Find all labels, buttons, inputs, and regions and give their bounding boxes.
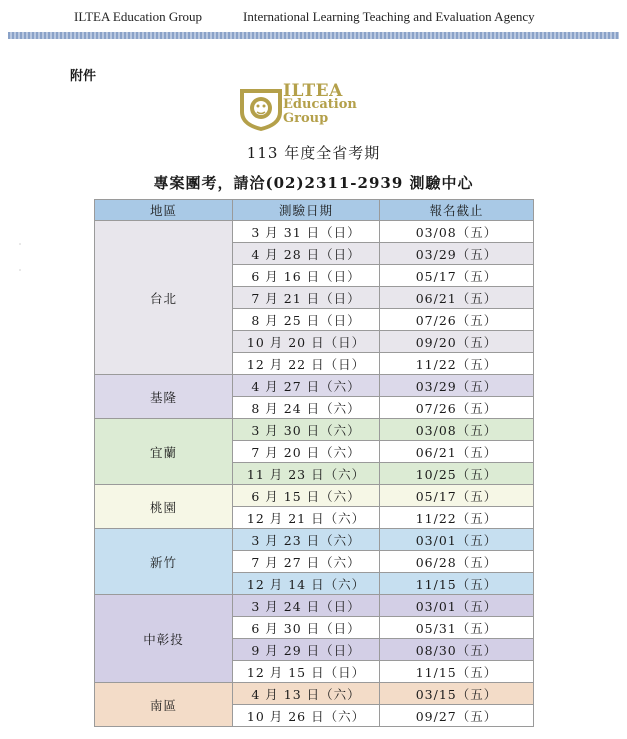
exam-date-cell: 6 月 15 日（六）	[233, 485, 380, 507]
exam-date-cell: 3 月 30 日（六）	[233, 419, 380, 441]
header-divider-band	[8, 32, 619, 39]
exam-date-cell: 7 月 20 日（六）	[233, 441, 380, 463]
table-header-row	[95, 200, 534, 221]
deadline-cell: 11/22（五）	[380, 507, 534, 529]
exam-date-cell: 6 月 16 日（日）	[233, 265, 380, 287]
exam-date-cell: 12 月 21 日（六）	[233, 507, 380, 529]
exam-date-cell: 4 月 27 日（六）	[233, 375, 380, 397]
exam-date-cell: 10 月 20 日（日）	[233, 331, 380, 353]
deadline-cell: 11/22（五）	[380, 353, 534, 375]
region-cell: 桃園	[95, 485, 233, 529]
exam-date-cell: 4 月 28 日（日）	[233, 243, 380, 265]
deadline-cell: 09/20（五）	[380, 331, 534, 353]
header-deadline: 報名截止	[380, 200, 534, 221]
region-cell: 新竹	[95, 529, 233, 595]
logo-line-1: ILTEA	[283, 81, 343, 101]
exam-date-cell: 9 月 29 日（日）	[233, 639, 380, 661]
table-row	[95, 485, 534, 507]
exam-date-cell: 3 月 23 日（六）	[233, 529, 380, 551]
deadline-cell: 05/17（五）	[380, 265, 534, 287]
table-row	[95, 529, 534, 551]
exam-date-cell: 10 月 26 日（六）	[233, 705, 380, 727]
exam-date-cell: 7 月 27 日（六）	[233, 551, 380, 573]
exam-date-cell: 3 月 31 日（日）	[233, 221, 380, 243]
table-row	[95, 419, 534, 441]
exam-date-cell: 3 月 24 日（日）	[233, 595, 380, 617]
exam-schedule-table	[94, 199, 534, 727]
region-cell: 中彰投	[95, 595, 233, 683]
exam-date-cell: 8 月 25 日（日）	[233, 309, 380, 331]
deadline-cell: 03/08（五）	[380, 419, 534, 441]
exam-date-cell: 7 月 21 日（日）	[233, 287, 380, 309]
deadline-cell: 03/01（五）	[380, 529, 534, 551]
logo-wordmark	[283, 81, 357, 126]
deadline-cell: 06/28（五）	[380, 551, 534, 573]
region-cell: 台北	[95, 221, 233, 375]
page-header	[0, 0, 627, 30]
deadline-cell: 03/15（五）	[380, 683, 534, 705]
region-cell: 南區	[95, 683, 233, 727]
header-agency-name: International Learning Teaching and Evaluation Agency	[243, 9, 535, 24]
table-row	[95, 375, 534, 397]
deadline-cell: 07/26（五）	[380, 309, 534, 331]
table-row	[95, 595, 534, 617]
deadline-cell: 10/25（五）	[380, 463, 534, 485]
deadline-cell: 11/15（五）	[380, 573, 534, 595]
table-row	[95, 683, 534, 705]
header-exam-date: 測驗日期	[233, 200, 380, 221]
deadline-cell: 03/29（五）	[380, 375, 534, 397]
attachment-label: 附件	[70, 69, 97, 84]
deadline-cell: 08/30（五）	[380, 639, 534, 661]
header-org-name: ILTEA Education Group	[74, 9, 203, 24]
deadline-cell: 06/21（五）	[380, 441, 534, 463]
logo-line-3: Group	[283, 111, 329, 126]
exam-date-cell: 12 月 15 日（日）	[233, 661, 380, 683]
exam-date-cell: 11 月 23 日（六）	[233, 463, 380, 485]
deadline-cell: 03/08（五）	[380, 221, 534, 243]
deadline-cell: 09/27（五）	[380, 705, 534, 727]
header-region: 地區	[95, 200, 233, 221]
exam-date-cell: 12 月 14 日（六）	[233, 573, 380, 595]
contact-subtitle: 專案團考，請洽(02)2311-2939 測驗中心	[153, 174, 474, 192]
table-row	[95, 221, 534, 243]
deadline-cell: 07/26（五）	[380, 397, 534, 419]
deadline-cell: 06/21（五）	[380, 287, 534, 309]
margin-marks: ˙ ˙	[18, 243, 22, 278]
document-title: 113 年度全省考期	[246, 144, 381, 162]
exam-date-cell: 12 月 22 日（日）	[233, 353, 380, 375]
deadline-cell: 03/29（五）	[380, 243, 534, 265]
deadline-cell: 05/17（五）	[380, 485, 534, 507]
logo-line-2: Education	[283, 97, 357, 112]
exam-date-cell: 4 月 13 日（六）	[233, 683, 380, 705]
deadline-cell: 03/01（五）	[380, 595, 534, 617]
region-cell: 宜蘭	[95, 419, 233, 485]
region-cell: 基隆	[95, 375, 233, 419]
exam-date-cell: 6 月 30 日（日）	[233, 617, 380, 639]
exam-date-cell: 8 月 24 日（六）	[233, 397, 380, 419]
deadline-cell: 11/15（五）	[380, 661, 534, 683]
deadline-cell: 05/31（五）	[380, 617, 534, 639]
